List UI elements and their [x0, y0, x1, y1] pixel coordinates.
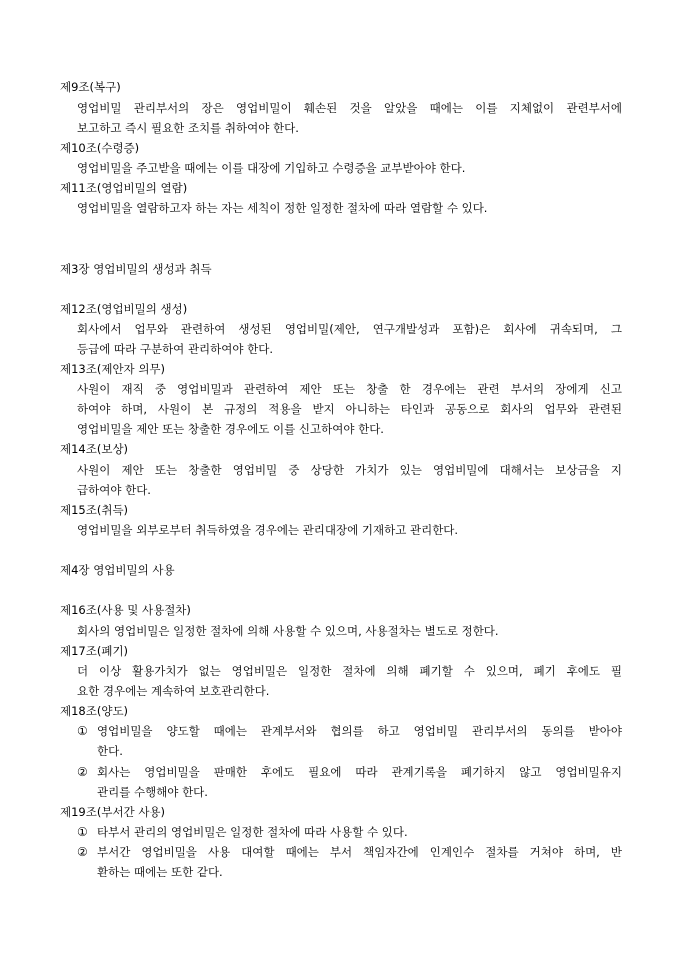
article-10-text-line-1: 영업비밀을 주고받을 때에는 이를 대장에 기입하고 수령증을 교부받아야 한다.: [77, 161, 466, 175]
article-12-heading: 제12조(영업비밀의 생성): [60, 302, 188, 316]
article-17-heading: 제17조(폐기): [60, 644, 129, 658]
article-14-text-line-2: 급하여야 한다.: [77, 483, 151, 497]
article-13-heading: 제13조(제안자 의무): [60, 362, 166, 376]
article-19-item-2-marker: ②: [77, 845, 88, 859]
chapter-3-title: 제3장 영업비밀의 생성과 취득: [60, 262, 212, 276]
article-18-item-1-line-1: 영업비밀을 양도할 때에는 관계부서와 협의를 하고 영업비밀 관리부서의 동의를 받아야: [97, 724, 622, 738]
article-18-item-2-marker: ②: [77, 765, 88, 779]
article-11-heading: 제11조(영업비밀의 열람): [60, 181, 188, 195]
article-18-item-1-marker: ①: [77, 724, 88, 738]
article-19-item-1-line-1: 타부서 관리의 영업비밀은 일정한 절차에 따라 사용할 수 있다.: [97, 825, 408, 839]
article-19-item-2-line-2: 환하는 때에는 또한 같다.: [97, 865, 223, 879]
article-18-heading: 제18조(양도): [60, 704, 129, 718]
article-11-text-line-1: 영업비밀을 열람하고자 하는 자는 세칙이 정한 일정한 절차에 따라 열람할 수 있다.: [77, 201, 488, 215]
article-12-text-line-2: 등급에 따라 구분하여 관리하여야 한다.: [77, 342, 274, 356]
article-17-text-line-2: 요한 경우에는 계속하여 보호관리한다.: [77, 684, 270, 698]
article-16-text-line-1: 회사의 영업비밀은 일정한 절차에 의해 사용할 수 있으며, 사용절차는 별도로 정한다.: [77, 624, 499, 638]
article-9-text-line-2: 보고하고 즉시 필요한 조치를 취하여야 한다.: [77, 121, 299, 135]
article-15-heading: 제15조(취득): [60, 503, 129, 517]
article-19-item-1-marker: ①: [77, 825, 88, 839]
article-17-text-line-1: 더 이상 활용가치가 없는 영업비밀은 일정한 절차에 의해 폐기할 수 있으며, 폐기 후에도 필: [77, 664, 622, 678]
article-15-text-line-1: 영업비밀을 외부로부터 취득하였을 경우에는 관리대장에 기재하고 관리한다.: [77, 523, 459, 537]
article-13-text-line-2: 하여야 하며, 사원이 본 규정의 적용을 받지 아니하는 타인과 공동으로 회사의 업무와 관련된: [77, 402, 622, 416]
article-9-heading: 제9조(복구): [60, 80, 121, 94]
article-18-item-2-line-1: 회사는 영업비밀을 판매한 후에도 필요에 따라 관계기록을 폐기하지 않고 영업비밀유지: [97, 765, 622, 779]
article-13-text-line-1: 사원이 재직 중 영업비밀과 관련하여 제안 또는 창출 한 경우에는 관련 부서의 장에게 신고: [77, 382, 622, 396]
article-12-text-line-1: 회사에서 업무와 관련하여 생성된 영업비밀(제안, 연구개발성과 포함)은 회사에 귀속되며, 그: [77, 322, 622, 336]
article-14-heading: 제14조(보상): [60, 442, 129, 456]
article-19-heading: 제19조(부서간 사용): [60, 805, 166, 819]
article-18-item-1-line-2: 한다.: [97, 744, 123, 758]
article-10-heading: 제10조(수령증): [60, 141, 140, 155]
article-9-text-line-1: 영업비밀 관리부서의 장은 영업비밀이 훼손된 것을 알았을 때에는 이를 지체없이 관련부서에: [77, 101, 622, 115]
article-13-text-line-3: 영업비밀을 제안 또는 창출한 경우에도 이를 신고하여야 한다.: [77, 422, 384, 436]
article-19-item-2-line-1: 부서간 영업비밀을 사용 대여할 때에는 부서 책임자간에 인계인수 절차를 거쳐야 하며, 반: [97, 845, 622, 859]
chapter-4-title: 제4장 영업비밀의 사용: [60, 563, 175, 577]
article-16-heading: 제16조(사용 및 사용절차): [60, 603, 191, 617]
article-18-item-2-line-2: 관리를 수행해야 한다.: [97, 785, 208, 799]
article-14-text-line-1: 사원이 제안 또는 창출한 영업비밀 중 상당한 가치가 있는 영업비밀에 대해서는 보상금을 지: [77, 463, 622, 477]
